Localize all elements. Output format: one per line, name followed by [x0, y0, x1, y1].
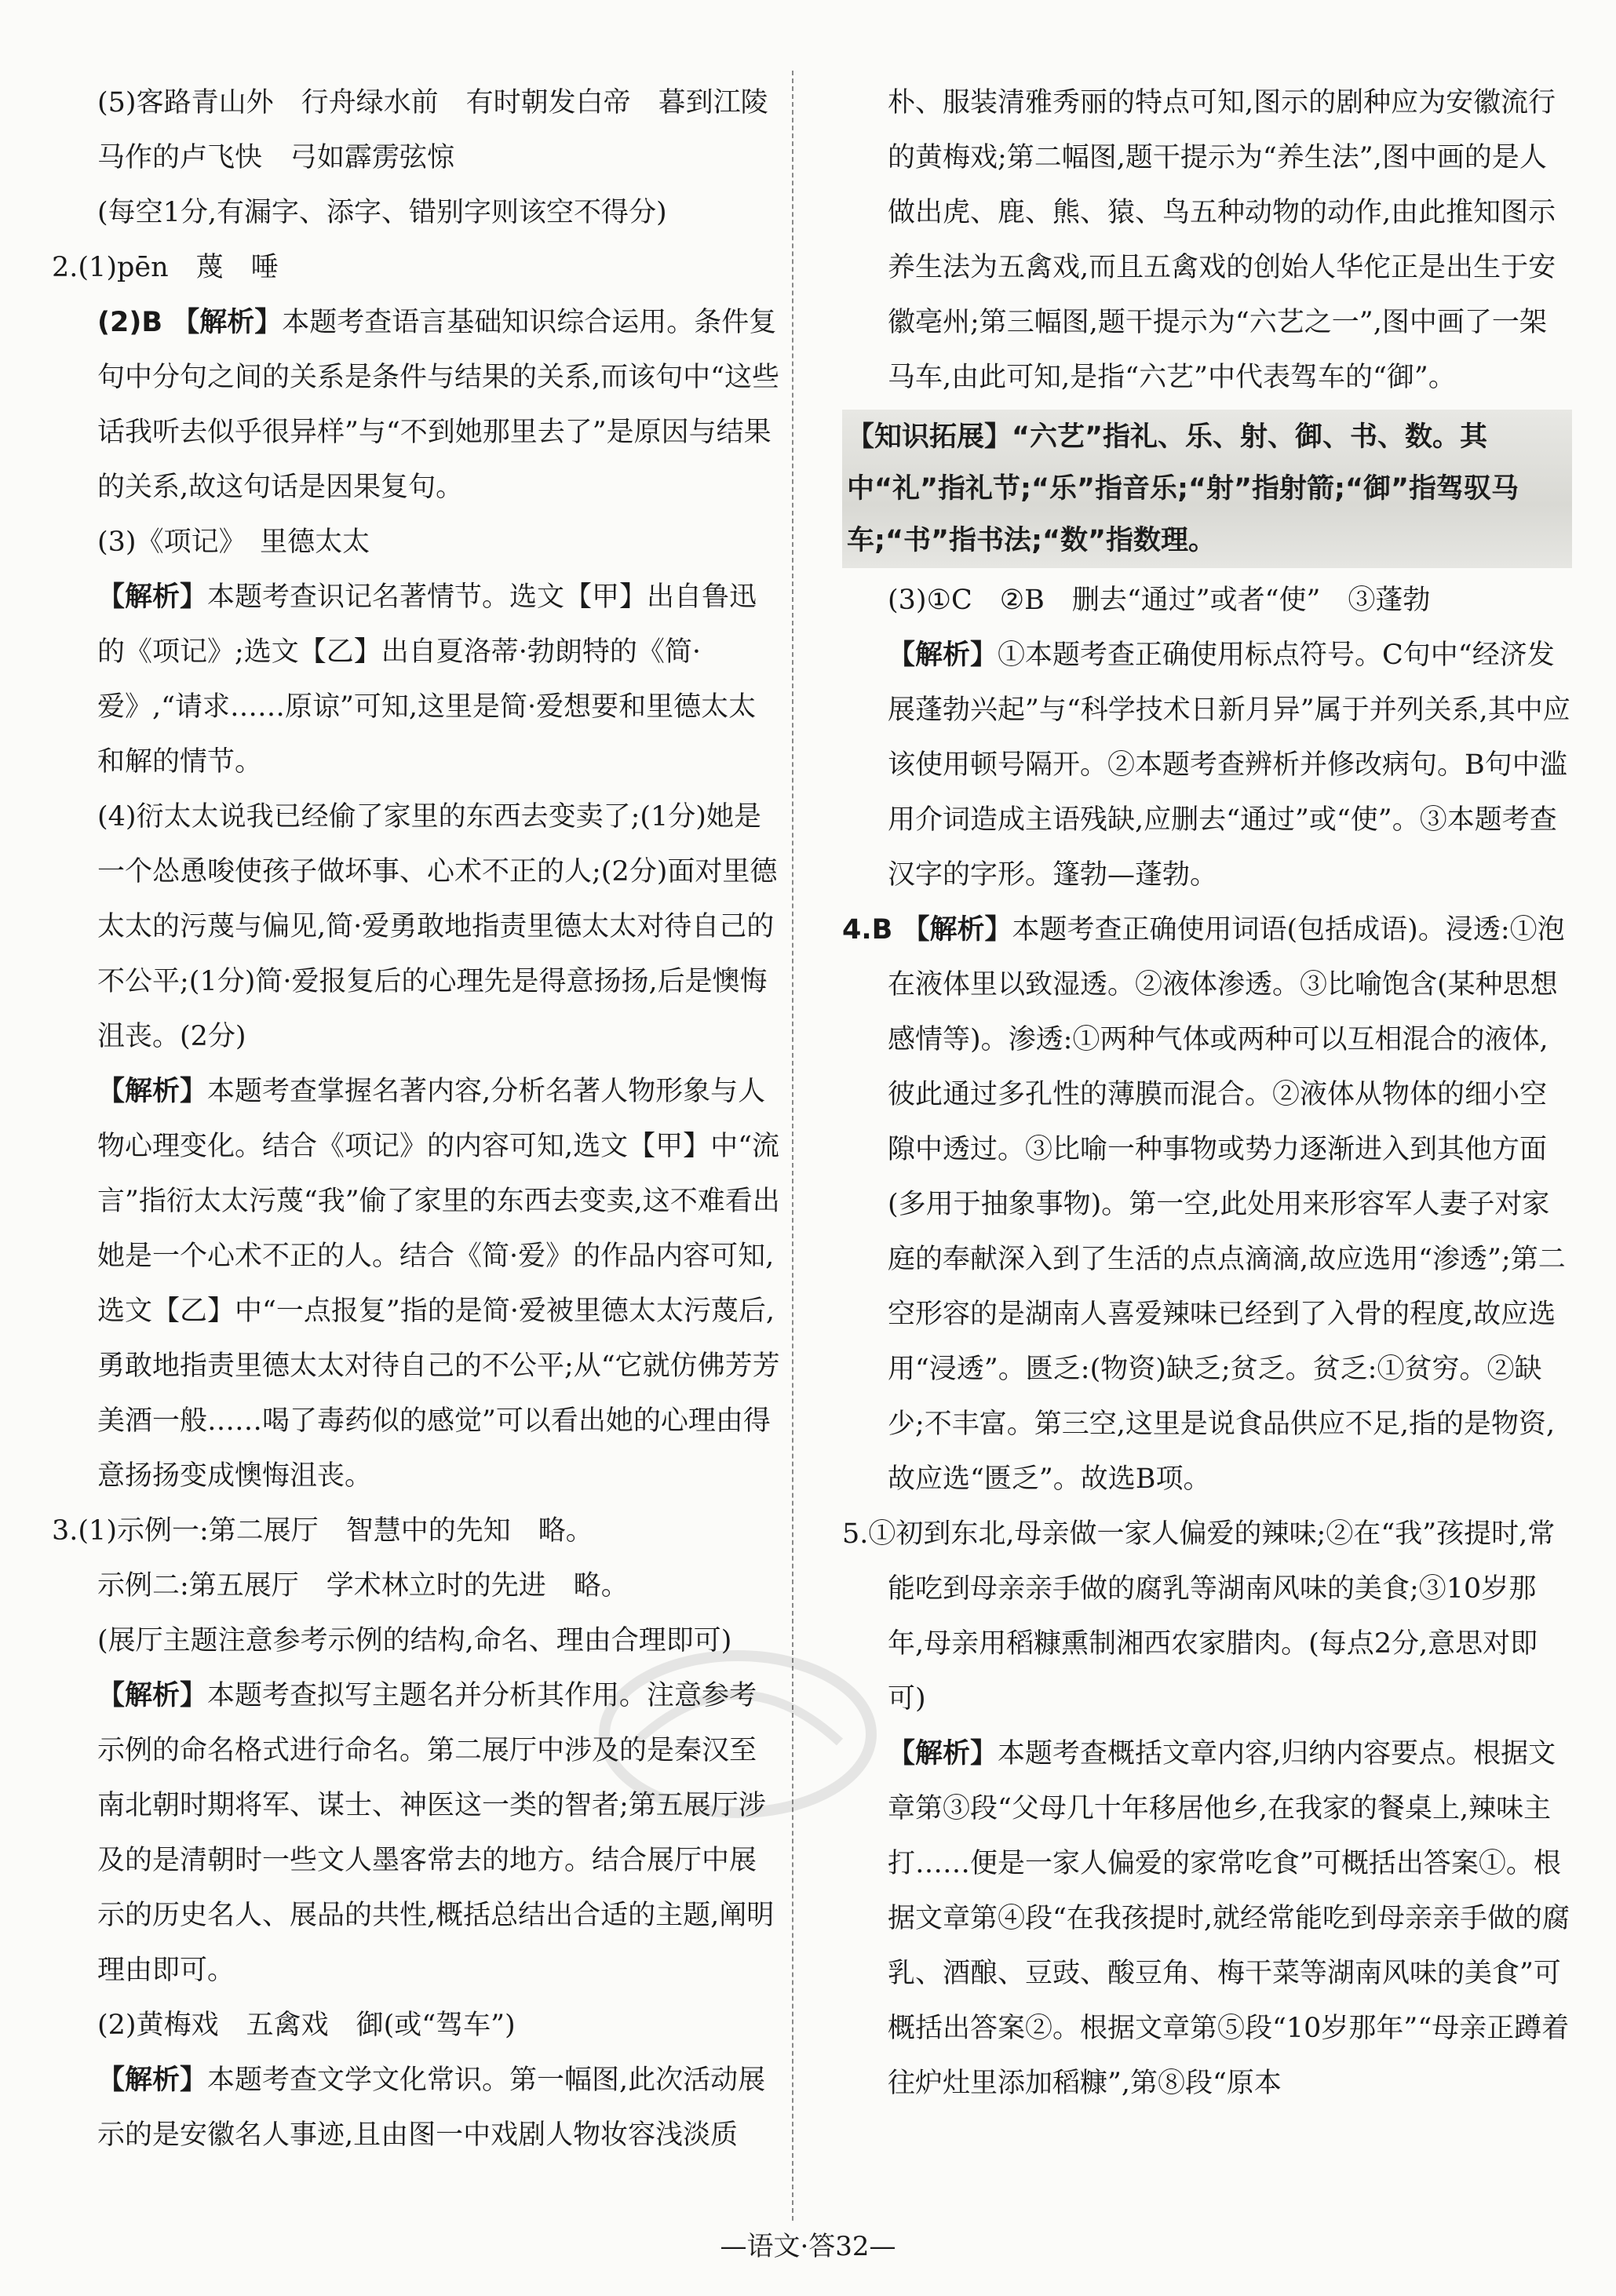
paragraph-text: “六艺”指礼、乐、射、御、书、数。其中“礼”指礼节;“乐”指音乐;“射”指射箭;“御”指驾驭马车;“书”指书法;“数”指数理。 — [847, 421, 1519, 556]
page-footer: —语文·答32— — [720, 2231, 896, 2262]
paragraph-label: 4.B 【解析】 — [842, 914, 1012, 946]
left-paragraph — [52, 1558, 782, 1613]
right-paragraph — [842, 573, 1572, 628]
paragraph-text: 示例二:第五展厅 学术林立时的先进 略。 — [97, 1570, 629, 1602]
paragraph-text: (每空1分,有漏字、添字、错别字则该空不得分) — [97, 197, 667, 228]
paragraph-text: (3)①C ②B 删去“通过”或者“使” ③蓬勃 — [888, 585, 1431, 616]
paragraph-label: 【解析】 — [97, 581, 208, 613]
paragraph-label: 【解析】 — [97, 2065, 208, 2096]
paragraph-text: 5.①初到东北,母亲做一家人偏爱的辣味;②在“我”孩提时,常能吃到母亲亲手做的腐乳等湖南风味的美食;③10岁那年,母亲用稻糠熏制湘西农家腊肉。(每点2分,意思对即可) — [842, 1518, 1556, 1715]
right-column — [842, 75, 1572, 2111]
paragraph-label: 【知识拓展】 — [847, 421, 1012, 453]
left-column — [52, 75, 796, 2163]
paragraph-text: 3.(1)示例一:第二展厅 智慧中的先知 略。 — [52, 1515, 593, 1547]
right-paragraph — [842, 410, 1572, 568]
paragraph-text: 本题考查掌握名著内容,分析名著人物形象与人物心理变化。结合《项记》的内容可知,选文【甲】中“流言”指衍太太污蔑“我”偷了家里的东西去变卖,这不难看出她是一个心术不正的人。结合《简·爱》的作品内容可知,选文【乙】中“一点报复”指的是简·爱被里德太太污蔑后,勇敢地指责里德太太对待自己的不公平;从“它就仿佛芳芳美酒一般……喝了毒药似的感觉”可以看出她的心理由得意扬扬变成懊悔沮丧。 — [97, 1076, 780, 1492]
right-paragraph — [842, 628, 1572, 902]
left-paragraph — [52, 240, 782, 295]
paragraph-text: 2.(1)pēn 蔑 唾 — [52, 252, 279, 283]
paragraph-text: (展厅主题注意参考示例的结构,命名、理由合理即可) — [97, 1625, 732, 1656]
left-paragraph — [52, 570, 782, 789]
column-divider — [792, 71, 793, 2221]
paragraph-text: ①本题考查正确使用标点符号。C句中“经济发展蓬勃兴起”与“科学技术日新月异”属于并列关系,其中应该使用顿号隔开。②本题考查辨析并修改病句。B句中滥用介词造成主语残缺,应删去“通过”或“使”。③本题考查汉字的字形。篷勃—蓬勃。 — [888, 640, 1570, 891]
paragraph-text: 朴、服装清雅秀丽的特点可知,图示的剧种应为安徽流行的黄梅戏;第二幅图,题干提示为“养生法”,图中画的是人做出虎、鹿、熊、猿、鸟五种动物的动作,由此推知图示养生法为五禽戏,而且五禽戏的创始人华佗正是出生于安徽亳州;第三幅图,题干提示为“六艺之一”,图中画了一架马车,由此可知,是指“六艺”中代表驾车的“御”。 — [888, 87, 1556, 393]
paragraph-label: 【解析】 — [888, 640, 998, 671]
right-paragraph — [842, 75, 1572, 405]
paragraph-label: 【解析】 — [97, 1680, 208, 1711]
left-paragraph — [52, 789, 782, 1064]
paragraph-text: 本题考查正确使用词语(包括成语)。浸透:①泡在液体里以致湿透。②液体渗透。③比喻饱含(某种思想感情等)。渗透:①两种气体或两种可以互相混合的液体,彼此通过多孔性的薄膜而混合。②液体从物体的细小空隙中透过。③比喻一种事物或势力逐渐进入到其他方面(多用于抽象事物)。第一空,此处用来形容军人妻子对家庭的奉献深入到了生活的点点滴滴,故应选用“渗透”;第二空形容的是湖南人喜爱辣味已经到了入骨的程度,故应选用“浸透”。匮乏:(物资)缺乏;贫乏。贫乏:①贫穷。②缺少;不丰富。第三空,这里是说食品供应不足,指的是物资,故应选“匮乏”。故选B项。 — [888, 914, 1566, 1495]
right-paragraph — [842, 1507, 1572, 1726]
left-paragraph — [52, 1503, 782, 1558]
paragraph-text: (2)黄梅戏 五禽戏 御(或“驾车”) — [97, 2010, 516, 2041]
paragraph-label: (2)B 【解析】 — [97, 307, 283, 338]
left-paragraph — [52, 1998, 782, 2053]
paragraph-text: (5)客路青山外 行舟绿水前 有时朝发白帝 暮到江陵 马作的卢飞快 弓如霹雳弦惊 — [97, 87, 796, 173]
paragraph-text: 本题考查概括文章内容,归纳内容要点。根据文章第③段“父母几十年移居他乡,在我家的餐桌上,辣味主打……便是一家人偏爱的家常吃食”可概括出答案①。根据文章第④段“在我孩提时,就经常能吃到母亲亲手做的腐乳、酒酿、豆豉、酸豆角、梅干菜等湖南风味的美食”可概括出答案②。根据文章第⑤段“10岁那年”“母亲正蹲着往炉灶里添加稻糠”,第⑧段“原本 — [888, 1738, 1570, 2099]
paragraph-text: (3)《项记》 里德太太 — [97, 527, 370, 558]
left-paragraph — [52, 295, 782, 515]
left-paragraph — [52, 1064, 782, 1503]
watermark-logo-icon — [589, 1632, 887, 1836]
paragraph-text: 本题考查语言基础知识综合运用。条件复句中分句之间的关系是条件与结果的关系,而该句中“这些话我听去似乎很异样”与“不到她那里去了”是原因与结果的关系,故这句话是因果复句。 — [97, 307, 780, 503]
left-paragraph — [52, 185, 782, 240]
right-paragraph — [842, 1726, 1572, 2111]
left-paragraph — [52, 515, 782, 570]
left-paragraph — [52, 75, 796, 185]
paragraph-label: 【解析】 — [97, 1076, 208, 1107]
paragraph-label: 【解析】 — [888, 1738, 998, 1769]
paragraph-text: 本题考查拟写主题名并分析其作用。注意参考示例的命名格式进行命名。第二展厅中涉及的是秦汉至南北朝时期将军、谋士、神医这一类的智者;第五展厅涉及的是清朝时一些文人墨客常去的地方。结合展厅中展示的历史名人、展品的共性,概括总结出合适的主题,阐明理由即可。 — [97, 1680, 775, 1986]
paragraph-text: (4)衍太太说我已经偷了家里的东西去变卖了;(1分)她是一个怂恿唆使孩子做坏事、心术不正的人;(2分)面对里德太太的污蔑与偏见,简·爱勇敢地指责里德太太对待自己的不公平;(1分)简·爱报复后的心理先是得意扬扬,后是懊悔沮丧。(2分) — [97, 801, 778, 1052]
right-paragraph — [842, 902, 1572, 1507]
paragraph-text: 本题考查识记名著情节。选文【甲】出自鲁迅的《项记》;选文【乙】出自夏洛蒂·勃朗特的《简·爱》,“请求……原谅”可知,这里是简·爱想要和里德太太和解的情节。 — [97, 581, 757, 778]
paragraph-text: 本题考查文学文化常识。第一幅图,此次活动展示的是安徽名人事迹,且由图一中戏剧人物妆容浅淡质 — [97, 2065, 766, 2151]
left-paragraph — [52, 2053, 782, 2163]
